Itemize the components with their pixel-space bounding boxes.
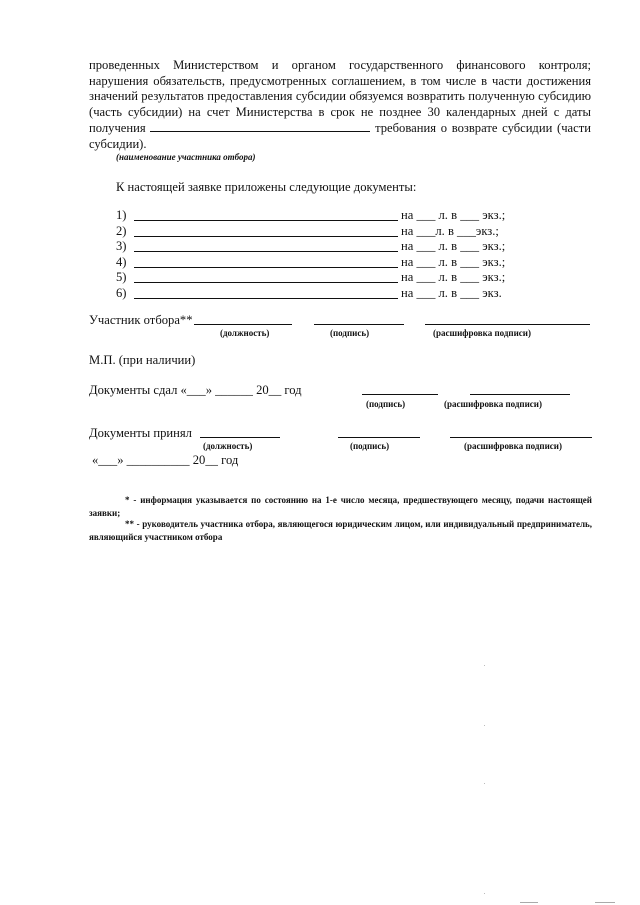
- document-pages-copies: на ___ л. в ___ экз.;: [401, 254, 506, 269]
- submitted-decoding-line: [470, 394, 570, 395]
- scan-speck: [484, 725, 485, 726]
- scan-speck: [484, 783, 485, 784]
- scan-mark: [520, 902, 538, 903]
- footnote-2: ** - руководитель участника отбора, являющегося юридическим лицом, или индивидуальный предприниматель, являющийся участником отбора: [89, 519, 592, 542]
- document-blank-line: [134, 251, 398, 252]
- participant-position-line: [194, 324, 292, 325]
- accepted-position-line: [200, 437, 280, 438]
- document-pages-copies: на ___ л. в ___ экз.;: [401, 239, 506, 254]
- document-blank-line: [134, 282, 398, 283]
- document-pages-copies: на ___ л. в ___ экз.: [401, 285, 502, 300]
- recipient-blank-line: [150, 120, 370, 132]
- scan-speck: [484, 893, 485, 894]
- accepted-decoding-caption: (расшифровка подписи): [464, 441, 562, 451]
- submitted-text: Документы сдал «___» ______ 20__ год: [89, 383, 302, 397]
- seal-text: М.П. (при наличии): [89, 353, 196, 367]
- document-number: 5): [116, 270, 127, 285]
- document-row: [116, 208, 536, 224]
- document-blank-line: [134, 298, 398, 299]
- scan-mark: [595, 902, 615, 903]
- participant-signature-line: [314, 324, 404, 325]
- document-row: [116, 255, 536, 271]
- document-number: 4): [116, 254, 127, 269]
- scan-speck: [484, 665, 485, 666]
- document-row: [116, 239, 536, 255]
- document-pages-copies: на ___л. в ___экз.;: [401, 223, 499, 238]
- document-row: [116, 286, 536, 302]
- document-blank-line: [134, 236, 398, 237]
- document-number: 6): [116, 285, 127, 300]
- document-blank-line: [134, 267, 398, 268]
- documents-heading: К настоящей заявке приложены следующие документы:: [116, 180, 417, 194]
- participant-signature-caption: (подпись): [330, 328, 370, 338]
- intro-paragraph: [89, 58, 591, 153]
- submitted-decoding-caption: (расшифровка подписи): [444, 399, 542, 409]
- accepted-signature-caption: (подпись): [350, 441, 390, 451]
- footnote-1: * - информация указывается по состоянию на 1-е число месяца, предшествующего месяцу, подачи настоящей заявки;: [89, 495, 592, 518]
- document-blank-line: [134, 220, 398, 221]
- document-number: 2): [116, 223, 127, 238]
- intro-text-part1: проведенных Министерством и органом государственного финансового контроля; нарушения обязательств, предусмотренных соглашением, в том числе в части достижения значений результатов предоставления субсидии обязуемся возвратить полученную субсидию (часть субсидии) на счет Министерства в срок не позднее 30 календарных дней с даты получения: [89, 58, 591, 136]
- document-number: 3): [116, 239, 127, 254]
- participant-decoding-line: [425, 324, 590, 325]
- accepted-date: «___» __________ 20__ год: [92, 453, 239, 467]
- participant-position-caption: (должность): [220, 328, 270, 338]
- document-row: [116, 270, 536, 286]
- submitted-signature-line: [362, 394, 438, 395]
- accepted-position-caption: (должность): [203, 441, 253, 451]
- document-number: 1): [116, 208, 127, 222]
- document-row: [116, 224, 536, 240]
- submitted-signature-caption: (подпись): [366, 399, 406, 409]
- accepted-label: Документы принял: [89, 426, 192, 440]
- document-pages-copies: на ___ л. в ___ экз.;: [401, 208, 506, 222]
- participant-name-caption: (наименование участника отбора): [116, 152, 256, 162]
- accepted-signature-line: [338, 437, 420, 438]
- participant-label: Участник отбора**: [89, 313, 193, 327]
- accepted-decoding-line: [450, 437, 592, 438]
- participant-decoding-caption: (расшифровка подписи): [433, 328, 531, 338]
- documents-list: [116, 208, 536, 302]
- document-pages-copies: на ___ л. в ___ экз.;: [401, 270, 506, 285]
- intro-text-part2: требования о возврате субсидии (части субсидии).: [89, 121, 591, 151]
